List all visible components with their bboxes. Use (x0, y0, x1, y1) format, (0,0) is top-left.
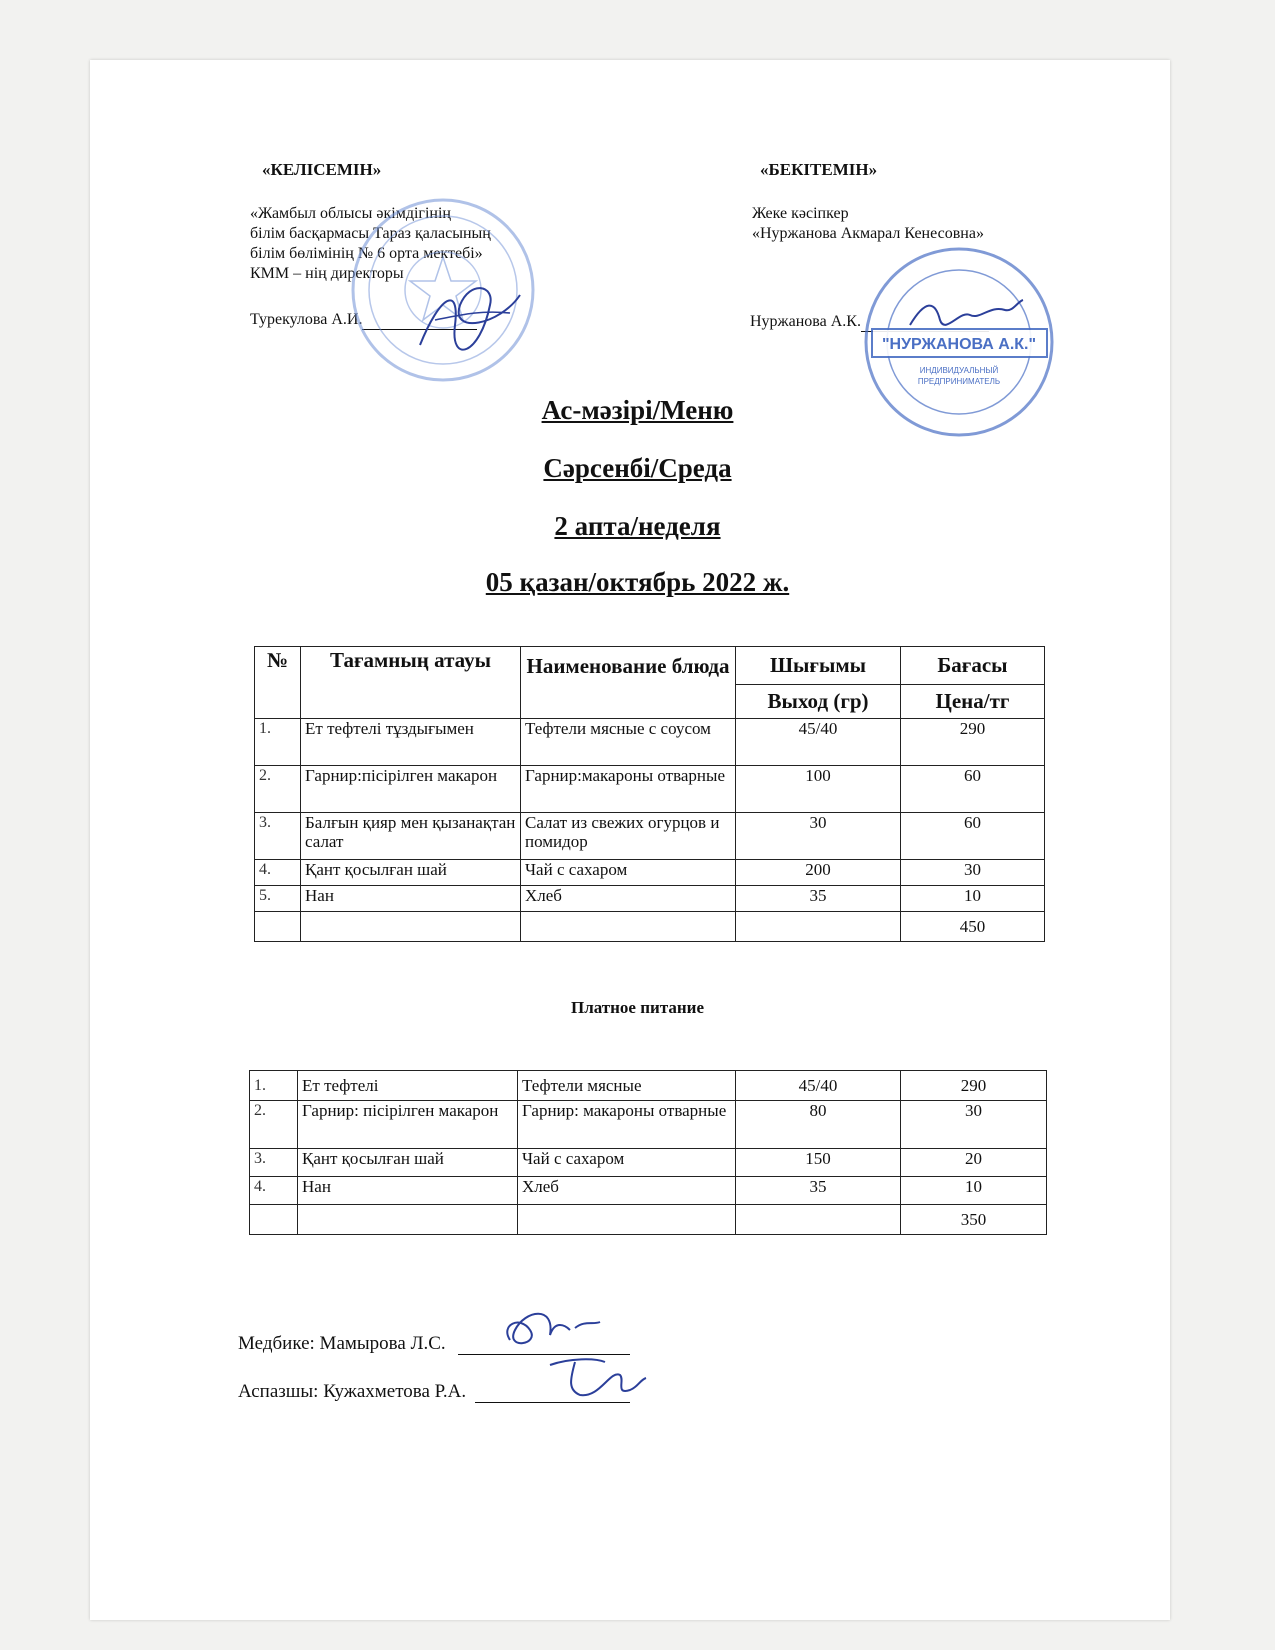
row-name-ru: Хлеб (521, 886, 736, 912)
row-num: 2. (250, 1101, 298, 1149)
col-header-yield-kz: Шығымы (736, 647, 901, 685)
row-yield: 30 (736, 813, 901, 860)
row-yield: 35 (736, 1177, 901, 1205)
row-price: 10 (901, 1177, 1047, 1205)
row-name-ru: Чай с сахаром (518, 1149, 736, 1177)
table-row (250, 1149, 1047, 1177)
row-num: 4. (250, 1177, 298, 1205)
row-price: 20 (901, 1149, 1047, 1177)
menu-title: Ас-мәзірі/Меню (541, 395, 734, 425)
agreed-line: КММ – нің директоры (250, 265, 404, 282)
row-price: 290 (901, 1071, 1047, 1101)
row-name-ru: Чай с сахаром (521, 860, 736, 886)
row-yield: 35 (736, 886, 901, 912)
row-price: 60 (901, 813, 1045, 860)
stamp-name: "НУРЖАНОВА А.К." (881, 336, 1037, 353)
col-header-yield-ru: Выход (гр) (736, 685, 901, 719)
row-yield: 45/40 (736, 719, 901, 766)
row-num: 4. (255, 860, 301, 886)
row-price: 30 (901, 860, 1045, 886)
row-yield: 100 (736, 766, 901, 813)
table-row (255, 719, 1045, 766)
approved-block (752, 204, 984, 244)
total-price: 350 (901, 1205, 1047, 1235)
row-price: 290 (901, 719, 1045, 766)
col-header-num: № (255, 647, 301, 719)
agreed-line: білім бөлімінің № 6 орта мектебі» (250, 245, 483, 262)
entrepreneur-signature (905, 290, 1025, 340)
paid-menu-table (249, 1070, 1047, 1235)
col-header-price-ru: Цена/тг (901, 685, 1045, 719)
row-num: 5. (255, 886, 301, 912)
row-name-ru: Тефтели мясные с соусом (521, 719, 736, 766)
row-name-kz: Гарнир:пісірілген макарон (301, 766, 521, 813)
week-title: 2 апта/неделя (554, 511, 721, 541)
row-yield: 80 (736, 1101, 901, 1149)
approved-line: Жеке кәсіпкер (752, 205, 849, 222)
row-name-kz: Нан (301, 886, 521, 912)
paid-section-title: Платное питание (570, 998, 705, 1017)
row-yield: 45/40 (736, 1071, 901, 1101)
row-price: 60 (901, 766, 1045, 813)
nurse-name: Медбике: Мамырова Л.С. (238, 1333, 446, 1354)
row-num: 3. (255, 813, 301, 860)
row-num: 2. (255, 766, 301, 813)
col-header-price-kz: Бағасы (901, 647, 1045, 685)
row-num: 3. (250, 1149, 298, 1177)
approved-title: «БЕКІТЕМІН» (760, 160, 878, 179)
stamp-line2: ПРЕДПРИНИМАТЕЛЬ (917, 377, 1001, 386)
row-name-ru: Салат из свежих огурцов и помидор (521, 813, 736, 860)
row-name-kz: Нан (298, 1177, 518, 1205)
row-num: 1. (250, 1071, 298, 1101)
row-num: 1. (255, 719, 301, 766)
agreed-title: «КЕЛІСЕМІН» (262, 160, 382, 179)
table-row (250, 1071, 1047, 1101)
total-price: 450 (901, 912, 1045, 942)
approved-line: «Нуржанова Акмарал Кенесовна» (752, 225, 984, 242)
director-signature (400, 265, 530, 365)
table-row (250, 1177, 1047, 1205)
row-name-ru: Хлеб (518, 1177, 736, 1205)
col-header-name-kz: Тағамның атауы (301, 647, 521, 719)
row-name-kz: Гарнир: пісірілген макарон (298, 1101, 518, 1149)
col-header-name-ru: Наименование блюда (521, 647, 736, 719)
row-name-ru: Гарнир:макароны отварные (521, 766, 736, 813)
row-name-ru: Гарнир: макароны отварные (518, 1101, 736, 1149)
table-row (255, 860, 1045, 886)
total-row (255, 912, 1045, 942)
approved-signer: Нуржанова А.К. (750, 313, 861, 330)
row-name-kz: Қант қосылған шай (298, 1149, 518, 1177)
row-name-kz: Балғын қияр мен қызанақтан салат (301, 813, 521, 860)
agreed-line: білім басқармасы Тараз қаласының (250, 225, 491, 242)
cook-signature (540, 1350, 650, 1405)
row-name-kz: Қант қосылған шай (301, 860, 521, 886)
table-row (255, 813, 1045, 860)
day-title: Сәрсенбі/Среда (543, 453, 732, 483)
main-menu-table (254, 646, 1045, 942)
row-yield: 200 (736, 860, 901, 886)
date-title: 05 қазан/октябрь 2022 ж. (485, 567, 790, 597)
row-price: 30 (901, 1101, 1047, 1149)
total-row (250, 1205, 1047, 1235)
row-name-ru: Тефтели мясные (518, 1071, 736, 1101)
row-name-kz: Ет тефтелі тұздығымен (301, 719, 521, 766)
table-row (255, 886, 1045, 912)
cook-name: Аспазшы: Кужахметова Р.А. (238, 1381, 467, 1402)
agreed-signer: Турекулова А.И. (250, 311, 363, 328)
table-row (255, 766, 1045, 813)
row-name-kz: Ет тефтелі (298, 1071, 518, 1101)
row-price: 10 (901, 886, 1045, 912)
stamp-line1: ИНДИВИДУАЛЬНЫЙ (919, 366, 999, 375)
agreed-line: «Жамбыл облысы әкімдігінің (250, 205, 451, 222)
table-row (250, 1101, 1047, 1149)
row-yield: 150 (736, 1149, 901, 1177)
